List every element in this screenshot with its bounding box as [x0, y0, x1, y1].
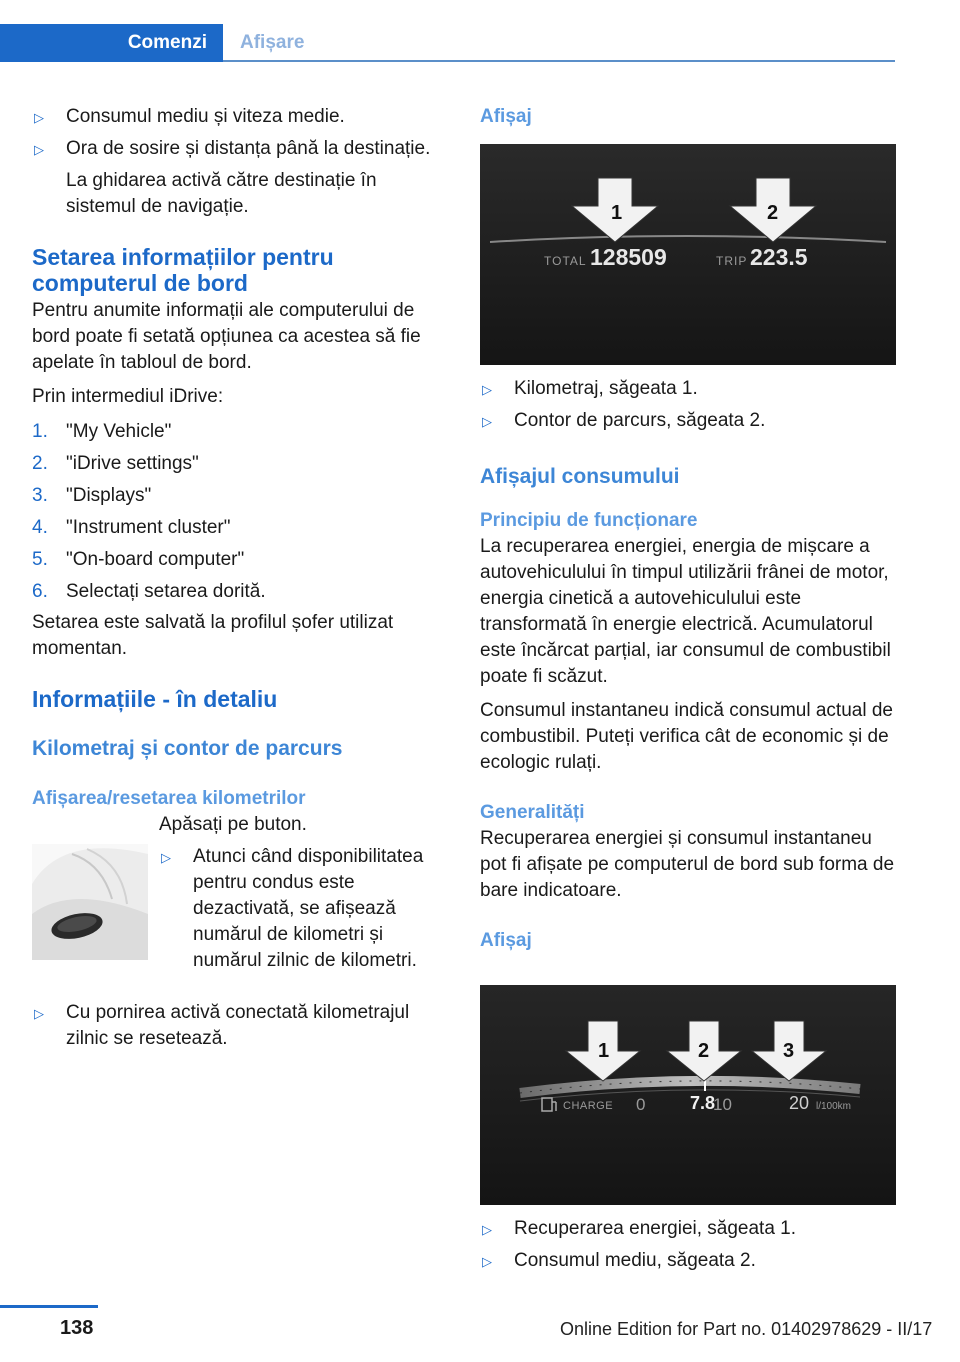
triangle-bullet-icon: ▷ [482, 382, 492, 397]
bullet-list-screen2 [480, 1216, 896, 1274]
paragraph-apasati: Apăsați pe buton. [159, 814, 307, 835]
arrow-2-label: 2 [698, 1040, 710, 1062]
triangle-bullet-icon: ▷ [482, 1222, 492, 1237]
right-column-bottom [480, 1216, 896, 1274]
triangle-bullet-icon: ▷ [34, 142, 44, 157]
heading-principiu: Principiu de funcționare [480, 510, 698, 531]
heading-afisajul-consumului: Afișajul consumului [480, 465, 680, 488]
heading-afisarea: Afișarea/resetarea kilometrilor [32, 788, 306, 809]
triangle-bullet-icon: ▷ [34, 110, 44, 125]
bullet-list-cu [32, 1000, 448, 1052]
list-item: ▷ Contor de parcurs, săgeata 2. [480, 408, 896, 434]
list-item: 4. "Instrument cluster" [32, 517, 231, 538]
bullet-list-screen1 [480, 376, 896, 434]
button-photo [32, 844, 148, 960]
list-item: 1. "My Vehicle" [32, 421, 172, 442]
list-item: 5. "On-board computer" [32, 549, 245, 570]
list-item: ▷ Kilometraj, săgeata 1. [480, 376, 896, 402]
triangle-bullet-icon: ▷ [34, 1006, 44, 1021]
heading-afisaj-1: Afișaj [480, 106, 532, 127]
tab-afisare[interactable]: Afișare [240, 32, 305, 53]
odometer-button-image [32, 844, 148, 960]
paragraph-instant: Consumul instantaneu indică consumul actual de combustibil. Puteți verifica cât de economic și de ecologic rulați. [480, 700, 893, 773]
arrow-1-label: 1 [598, 1040, 610, 1062]
list-item: ▷ Ora de sosire și distanța până la destinație. [32, 136, 448, 162]
trip-value: 223.5 [750, 244, 808, 270]
steps-list [32, 416, 448, 608]
unit-label: l/100km [816, 1101, 852, 1112]
total-label: TOTAL [544, 254, 587, 268]
paragraph-salvata: Setarea este salvată la profilul șofer utilizat momentan. [32, 612, 394, 659]
list-item: ▷ Cu pornirea activă conectată kilometrajul zilnic se resetează. [34, 1002, 410, 1049]
odometer-display-image [480, 144, 896, 365]
right-column-mid [480, 376, 896, 954]
list-item: ▷ Recuperarea energiei, săgeata 1. [480, 1216, 896, 1242]
button-text [159, 812, 449, 974]
tick-20: 20 [789, 1093, 810, 1113]
footer-rule [0, 1305, 98, 1308]
consumption-display-image [480, 985, 896, 1205]
tab-comenzi[interactable]: Comenzi [0, 24, 223, 62]
paragraph-idrive: Prin intermediul iDrive: [32, 386, 224, 407]
total-value: 128509 [590, 244, 667, 270]
charge-label: CHARGE [563, 1100, 614, 1112]
list-item: 3. "Displays" [32, 485, 152, 506]
heading-setarea: Setarea informațiilor pentru computerul de bord [32, 244, 334, 296]
left-column [32, 100, 448, 1052]
list-item: 2. "iDrive settings" [32, 453, 199, 474]
tick-10: 10 [713, 1095, 732, 1114]
paragraph-generalitati: Recuperarea energiei și consumul instantaneu pot fi afișate pe computerul de bord sub forma de bare indicatoare. [480, 828, 895, 901]
heading-afisaj-2: Afișaj [480, 930, 532, 951]
heading-generalitati: Generalități [480, 802, 585, 823]
list-item: 6. Selectați setarea dorită. [32, 581, 266, 602]
bullet-list-consum [32, 104, 448, 220]
list-item-sub: La ghidarea activă către destinație în sistemul de navigație. [66, 170, 377, 217]
arrow-1-label: 1 [611, 202, 623, 224]
bullet-list-atunci [159, 844, 449, 974]
right-column [480, 100, 896, 130]
paragraph-principiu: La recuperarea energiei, energia de mișcare a autovehiculului în timpul utilizării frânei de motor, energia cinetică a autovehiculului este transformată în energie electrică. Acumulatorul este încărcat parțial, iar consumul de combustibil poate fi scăzut. [480, 536, 891, 687]
list-item: ▷ Consumul mediu și viteza medie. [32, 104, 448, 130]
triangle-bullet-icon: ▷ [482, 1254, 492, 1269]
header-tabs [0, 24, 895, 62]
list-item: ▷ Atunci când disponibilitatea pentru condus este dezactivată, se afișează numărul de kilometri și numărul zilnic de kilometri. [161, 846, 424, 971]
current-consumption: 7.8 [690, 1093, 716, 1113]
page-number: 138 [60, 1317, 94, 1339]
arrow-2-label: 2 [767, 202, 779, 224]
list-item: ▷ Consumul mediu, săgeata 2. [480, 1248, 896, 1274]
button-section [32, 812, 448, 1032]
arrow-3-label: 3 [783, 1040, 795, 1062]
trip-label: TRIP [716, 254, 748, 268]
paragraph-setarea: Pentru anumite informații ale computerului de bord poate fi setată opțiunea ca acestea să fie apelate în tabloul de bord. [32, 300, 421, 373]
heading-informatii: Informațiile - în detaliu [32, 686, 278, 712]
triangle-bullet-icon: ▷ [161, 850, 171, 865]
triangle-bullet-icon: ▷ [482, 414, 492, 429]
edition-text: Online Edition for Part no. 01402978629 - II/17 [560, 1319, 933, 1339]
tick-0: 0 [636, 1095, 646, 1114]
heading-kilometraj: Kilometraj și contor de parcurs [32, 737, 343, 760]
